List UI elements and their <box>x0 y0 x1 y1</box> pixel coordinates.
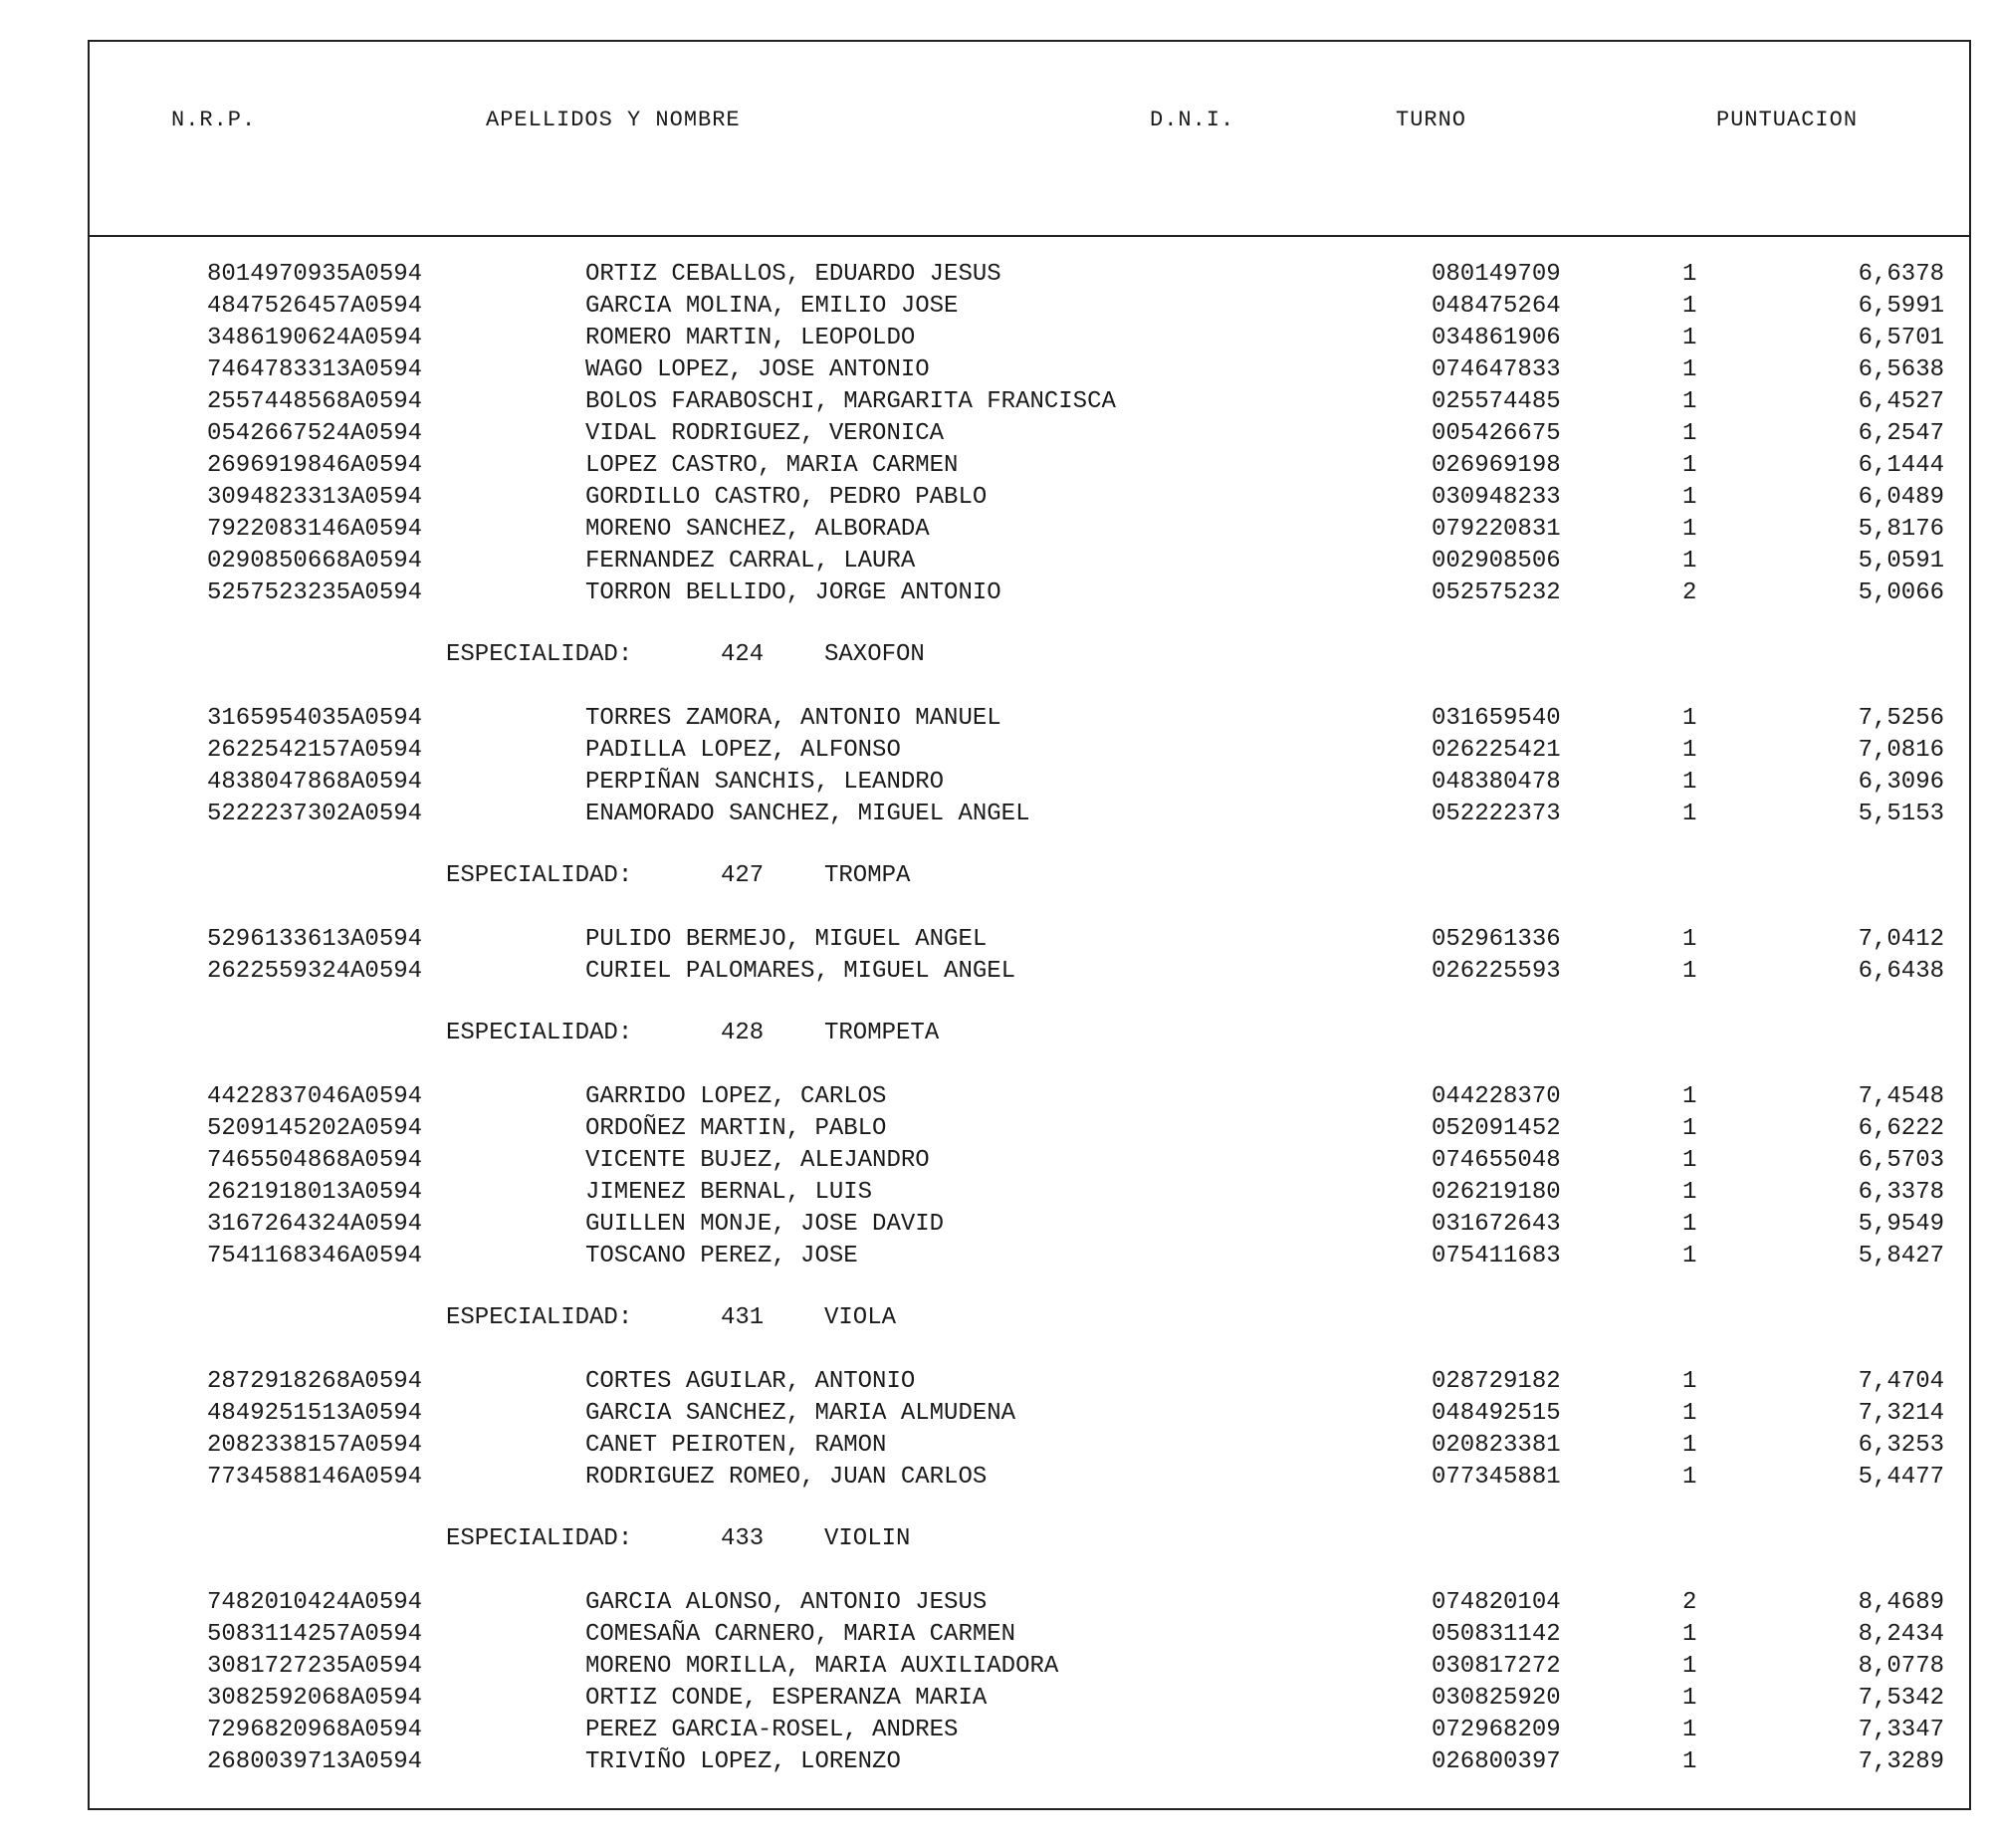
cell-puntuacion: 7,0412 <box>1858 926 1944 953</box>
cell-nrp: 7296820968A0594 <box>207 1717 423 1743</box>
especialidad-label: ESPECIALIDAD: <box>446 641 633 668</box>
cell-apellidos-nombre: TORRES ZAMORA, ANTONIO MANUEL <box>585 705 1001 732</box>
cell-apellidos-nombre: ENAMORADO SANCHEZ, MIGUEL ANGEL <box>585 801 1030 827</box>
cell-turno: 1 <box>1682 958 1697 985</box>
cell-turno: 1 <box>1682 1432 1697 1459</box>
especialidad-heading <box>90 990 1969 1083</box>
table-row <box>90 926 1969 958</box>
cell-puntuacion: 6,1444 <box>1858 452 1944 479</box>
table-row <box>90 516 1969 548</box>
cell-nrp: 7734588146A0594 <box>207 1464 423 1491</box>
cell-apellidos-nombre: MORENO SANCHEZ, ALBORADA <box>585 516 930 543</box>
cell-dni: 074655048 <box>1432 1147 1561 1174</box>
cell-dni: 030948233 <box>1432 484 1561 511</box>
cell-apellidos-nombre: GARCIA ALONSO, ANTONIO JESUS <box>585 1589 988 1616</box>
cell-apellidos-nombre: JIMENEZ BERNAL, LUIS <box>585 1179 873 1206</box>
cell-puntuacion: 5,5153 <box>1858 801 1944 827</box>
cell-turno: 1 <box>1682 452 1697 479</box>
cell-dni: 074820104 <box>1432 1589 1561 1616</box>
cell-nrp: 3165954035A0594 <box>207 705 423 732</box>
cell-puntuacion: 6,6438 <box>1858 958 1944 985</box>
table-row <box>90 1621 1969 1653</box>
table-row <box>90 484 1969 516</box>
cell-puntuacion: 7,5342 <box>1858 1685 1944 1712</box>
cell-nrp: 0542667524A0594 <box>207 420 423 447</box>
cell-nrp: 2872918268A0594 <box>207 1368 423 1395</box>
cell-dni: 048492515 <box>1432 1400 1561 1427</box>
cell-dni: 050831142 <box>1432 1621 1561 1648</box>
cell-dni: 030825920 <box>1432 1685 1561 1712</box>
cell-turno: 1 <box>1682 293 1697 320</box>
cell-puntuacion: 7,5256 <box>1858 705 1944 732</box>
table-row <box>90 1432 1969 1464</box>
cell-nrp: 5209145202A0594 <box>207 1115 423 1142</box>
cell-nrp: 7922083146A0594 <box>207 516 423 543</box>
table-row <box>90 1115 1969 1147</box>
cell-apellidos-nombre: ROMERO MARTIN, LEOPOLDO <box>585 325 916 351</box>
cell-puntuacion: 6,6222 <box>1858 1115 1944 1142</box>
especialidad-name: TROMPETA <box>824 1020 940 1046</box>
cell-dni: 080149709 <box>1432 261 1561 288</box>
cell-puntuacion: 8,0778 <box>1858 1653 1944 1680</box>
cell-dni: 026225421 <box>1432 737 1561 764</box>
cell-puntuacion: 6,6378 <box>1858 261 1944 288</box>
cell-dni: 072968209 <box>1432 1717 1561 1743</box>
especialidad-code: 428 <box>721 1020 765 1046</box>
cell-nrp: 7541168346A0594 <box>207 1243 423 1270</box>
cell-nrp: 2622559324A0594 <box>207 958 423 985</box>
cell-dni: 044228370 <box>1432 1083 1561 1110</box>
cell-apellidos-nombre: GARRIDO LOPEZ, CARLOS <box>585 1083 887 1110</box>
header-apellidos-nombre: APELLIDOS Y NOMBRE <box>486 108 741 132</box>
cell-apellidos-nombre: RODRIGUEZ ROMEO, JUAN CARLOS <box>585 1464 988 1491</box>
cell-puntuacion: 6,5701 <box>1858 325 1944 351</box>
cell-apellidos-nombre: GARCIA MOLINA, EMILIO JOSE <box>585 293 959 320</box>
table-row <box>90 325 1969 356</box>
especialidad-heading <box>90 832 1969 926</box>
especialidad-label: ESPECIALIDAD: <box>446 1304 633 1331</box>
table-row <box>90 1589 1969 1621</box>
cell-apellidos-nombre: GARCIA SANCHEZ, MARIA ALMUDENA <box>585 1400 1016 1427</box>
cell-turno: 1 <box>1682 356 1697 383</box>
cell-turno: 1 <box>1682 1147 1697 1174</box>
cell-apellidos-nombre: WAGO LOPEZ, JOSE ANTONIO <box>585 356 930 383</box>
table-row <box>90 1179 1969 1211</box>
cell-turno: 1 <box>1682 1717 1697 1743</box>
cell-dni: 005426675 <box>1432 420 1561 447</box>
cell-dni: 026969198 <box>1432 452 1561 479</box>
cell-puntuacion: 5,9549 <box>1858 1211 1944 1238</box>
cell-apellidos-nombre: LOPEZ CASTRO, MARIA CARMEN <box>585 452 959 479</box>
especialidad-heading <box>90 1496 1969 1589</box>
cell-turno: 1 <box>1682 1179 1697 1206</box>
especialidad-code: 431 <box>721 1304 765 1331</box>
cell-dni: 074647833 <box>1432 356 1561 383</box>
cell-nrp: 2680039713A0594 <box>207 1748 423 1775</box>
cell-nrp: 4422837046A0594 <box>207 1083 423 1110</box>
cell-puntuacion: 6,3253 <box>1858 1432 1944 1459</box>
cell-nrp: 7464783313A0594 <box>207 356 423 383</box>
cell-puntuacion: 5,8176 <box>1858 516 1944 543</box>
cell-apellidos-nombre: COMESAÑA CARNERO, MARIA CARMEN <box>585 1621 1016 1648</box>
cell-apellidos-nombre: ORDOÑEZ MARTIN, PABLO <box>585 1115 887 1142</box>
cell-turno: 1 <box>1682 548 1697 575</box>
cell-turno: 2 <box>1682 1589 1697 1616</box>
cell-puntuacion: 7,3289 <box>1858 1748 1944 1775</box>
cell-turno: 1 <box>1682 1653 1697 1680</box>
header-puntuacion: PUNTUACION <box>1716 108 1859 132</box>
cell-nrp: 4838047868A0594 <box>207 769 423 796</box>
table-row <box>90 579 1969 611</box>
table-row <box>90 1368 1969 1400</box>
cell-apellidos-nombre: CANET PEIROTEN, RAMON <box>585 1432 887 1459</box>
table-header <box>90 42 1969 237</box>
especialidad-code: 427 <box>721 862 765 889</box>
cell-apellidos-nombre: MORENO MORILLA, MARIA AUXILIADORA <box>585 1653 1059 1680</box>
cell-turno: 1 <box>1682 1464 1697 1491</box>
table-row <box>90 452 1969 484</box>
table-row <box>90 705 1969 737</box>
cell-puntuacion: 7,3347 <box>1858 1717 1944 1743</box>
table-row <box>90 1717 1969 1748</box>
cell-puntuacion: 6,4527 <box>1858 388 1944 415</box>
cell-turno: 1 <box>1682 926 1697 953</box>
table-row <box>90 1083 1969 1115</box>
cell-nrp: 8014970935A0594 <box>207 261 423 288</box>
especialidad-code: 424 <box>721 641 765 668</box>
table-row <box>90 1243 1969 1274</box>
cell-dni: 048380478 <box>1432 769 1561 796</box>
cell-dni: 052961336 <box>1432 926 1561 953</box>
cell-dni: 052575232 <box>1432 579 1561 606</box>
cell-puntuacion: 7,0816 <box>1858 737 1944 764</box>
cell-apellidos-nombre: GORDILLO CASTRO, PEDRO PABLO <box>585 484 988 511</box>
cell-apellidos-nombre: BOLOS FARABOSCHI, MARGARITA FRANCISCA <box>585 388 1116 415</box>
cell-turno: 1 <box>1682 261 1697 288</box>
cell-apellidos-nombre: CURIEL PALOMARES, MIGUEL ANGEL <box>585 958 1016 985</box>
cell-turno: 1 <box>1682 516 1697 543</box>
document-table <box>88 40 1971 1810</box>
cell-apellidos-nombre: FERNANDEZ CARRAL, LAURA <box>585 548 916 575</box>
cell-turno: 1 <box>1682 1368 1697 1395</box>
table-row <box>90 293 1969 325</box>
cell-nrp: 4847526457A0594 <box>207 293 423 320</box>
cell-turno: 1 <box>1682 388 1697 415</box>
table-row <box>90 737 1969 769</box>
especialidad-label: ESPECIALIDAD: <box>446 862 633 889</box>
especialidad-name: SAXOFON <box>824 641 925 668</box>
cell-turno: 1 <box>1682 1400 1697 1427</box>
cell-nrp: 7482010424A0594 <box>207 1589 423 1616</box>
cell-puntuacion: 5,4477 <box>1858 1464 1944 1491</box>
cell-apellidos-nombre: VICENTE BUJEZ, ALEJANDRO <box>585 1147 930 1174</box>
table-row <box>90 769 1969 801</box>
cell-apellidos-nombre: VIDAL RODRIGUEZ, VERONICA <box>585 420 945 447</box>
cell-turno: 2 <box>1682 579 1697 606</box>
cell-puntuacion: 6,5991 <box>1858 293 1944 320</box>
cell-puntuacion: 7,4704 <box>1858 1368 1944 1395</box>
cell-turno: 1 <box>1682 420 1697 447</box>
table-body <box>90 261 1969 1780</box>
cell-nrp: 4849251513A0594 <box>207 1400 423 1427</box>
especialidad-label: ESPECIALIDAD: <box>446 1020 633 1046</box>
table-row <box>90 420 1969 452</box>
especialidad-heading <box>90 1274 1969 1368</box>
cell-puntuacion: 6,0489 <box>1858 484 1944 511</box>
cell-nrp: 3486190624A0594 <box>207 325 423 351</box>
table-row <box>90 356 1969 388</box>
cell-puntuacion: 6,3378 <box>1858 1179 1944 1206</box>
especialidad-name: VIOLIN <box>824 1525 911 1552</box>
cell-apellidos-nombre: PERPIÑAN SANCHIS, LEANDRO <box>585 769 945 796</box>
especialidad-name: TROMPA <box>824 862 911 889</box>
cell-puntuacion: 6,5703 <box>1858 1147 1944 1174</box>
cell-nrp: 5257523235A0594 <box>207 579 423 606</box>
cell-nrp: 7465504868A0594 <box>207 1147 423 1174</box>
table-row <box>90 1685 1969 1717</box>
cell-nrp: 5083114257A0594 <box>207 1621 423 1648</box>
cell-puntuacion: 5,8427 <box>1858 1243 1944 1270</box>
header-nrp: N.R.P. <box>171 108 257 132</box>
cell-dni: 079220831 <box>1432 516 1561 543</box>
cell-dni: 028729182 <box>1432 1368 1561 1395</box>
cell-apellidos-nombre: PEREZ GARCIA-ROSEL, ANDRES <box>585 1717 959 1743</box>
cell-nrp: 3167264324A0594 <box>207 1211 423 1238</box>
table-row <box>90 388 1969 420</box>
cell-nrp: 2082338157A0594 <box>207 1432 423 1459</box>
table-row <box>90 801 1969 832</box>
table-row <box>90 548 1969 579</box>
cell-dni: 034861906 <box>1432 325 1561 351</box>
cell-dni: 026800397 <box>1432 1748 1561 1775</box>
cell-dni: 031672643 <box>1432 1211 1561 1238</box>
table-row <box>90 1464 1969 1496</box>
cell-nrp: 2696919846A0594 <box>207 452 423 479</box>
cell-apellidos-nombre: TOSCANO PEREZ, JOSE <box>585 1243 858 1270</box>
especialidad-code: 433 <box>721 1525 765 1552</box>
cell-turno: 1 <box>1682 801 1697 827</box>
cell-puntuacion: 5,0591 <box>1858 548 1944 575</box>
cell-apellidos-nombre: GUILLEN MONJE, JOSE DAVID <box>585 1211 945 1238</box>
cell-turno: 1 <box>1682 1083 1697 1110</box>
cell-dni: 002908506 <box>1432 548 1561 575</box>
cell-turno: 1 <box>1682 1115 1697 1142</box>
table-row <box>90 1211 1969 1243</box>
cell-turno: 1 <box>1682 1748 1697 1775</box>
cell-nrp: 3081727235A0594 <box>207 1653 423 1680</box>
cell-dni: 075411683 <box>1432 1243 1561 1270</box>
cell-apellidos-nombre: ORTIZ CONDE, ESPERANZA MARIA <box>585 1685 988 1712</box>
cell-nrp: 5222237302A0594 <box>207 801 423 827</box>
cell-apellidos-nombre: PADILLA LOPEZ, ALFONSO <box>585 737 901 764</box>
table-row <box>90 261 1969 293</box>
cell-nrp: 2557448568A0594 <box>207 388 423 415</box>
cell-dni: 052091452 <box>1432 1115 1561 1142</box>
especialidad-name: VIOLA <box>824 1304 897 1331</box>
cell-nrp: 2622542157A0594 <box>207 737 423 764</box>
cell-dni: 052222373 <box>1432 801 1561 827</box>
table-row <box>90 1147 1969 1179</box>
cell-dni: 077345881 <box>1432 1464 1561 1491</box>
header-turno: TURNO <box>1396 108 1467 132</box>
cell-apellidos-nombre: CORTES AGUILAR, ANTONIO <box>585 1368 916 1395</box>
table-row <box>90 1400 1969 1432</box>
cell-apellidos-nombre: TORRON BELLIDO, JORGE ANTONIO <box>585 579 1001 606</box>
cell-nrp: 0290850668A0594 <box>207 548 423 575</box>
cell-turno: 1 <box>1682 1243 1697 1270</box>
especialidad-label: ESPECIALIDAD: <box>446 1525 633 1552</box>
cell-puntuacion: 6,5638 <box>1858 356 1944 383</box>
cell-dni: 031659540 <box>1432 705 1561 732</box>
cell-turno: 1 <box>1682 1621 1697 1648</box>
cell-turno: 1 <box>1682 705 1697 732</box>
cell-nrp: 2621918013A0594 <box>207 1179 423 1206</box>
cell-nrp: 3082592068A0594 <box>207 1685 423 1712</box>
cell-turno: 1 <box>1682 737 1697 764</box>
cell-dni: 026225593 <box>1432 958 1561 985</box>
cell-puntuacion: 5,0066 <box>1858 579 1944 606</box>
cell-turno: 1 <box>1682 484 1697 511</box>
cell-dni: 020823381 <box>1432 1432 1561 1459</box>
cell-puntuacion: 6,2547 <box>1858 420 1944 447</box>
cell-puntuacion: 7,4548 <box>1858 1083 1944 1110</box>
cell-puntuacion: 6,3096 <box>1858 769 1944 796</box>
header-dni: D.N.I. <box>1150 108 1235 132</box>
cell-dni: 026219180 <box>1432 1179 1561 1206</box>
cell-apellidos-nombre: PULIDO BERMEJO, MIGUEL ANGEL <box>585 926 988 953</box>
cell-dni: 048475264 <box>1432 293 1561 320</box>
cell-apellidos-nombre: TRIVIÑO LOPEZ, LORENZO <box>585 1748 901 1775</box>
cell-apellidos-nombre: ORTIZ CEBALLOS, EDUARDO JESUS <box>585 261 1001 288</box>
cell-dni: 025574485 <box>1432 388 1561 415</box>
cell-nrp: 5296133613A0594 <box>207 926 423 953</box>
cell-turno: 1 <box>1682 769 1697 796</box>
cell-puntuacion: 8,2434 <box>1858 1621 1944 1648</box>
table-row <box>90 958 1969 990</box>
table-row <box>90 1748 1969 1780</box>
cell-turno: 1 <box>1682 1685 1697 1712</box>
table-row <box>90 1653 1969 1685</box>
cell-puntuacion: 7,3214 <box>1858 1400 1944 1427</box>
cell-dni: 030817272 <box>1432 1653 1561 1680</box>
especialidad-heading <box>90 611 1969 705</box>
cell-turno: 1 <box>1682 1211 1697 1238</box>
cell-nrp: 3094823313A0594 <box>207 484 423 511</box>
cell-turno: 1 <box>1682 325 1697 351</box>
cell-puntuacion: 8,4689 <box>1858 1589 1944 1616</box>
